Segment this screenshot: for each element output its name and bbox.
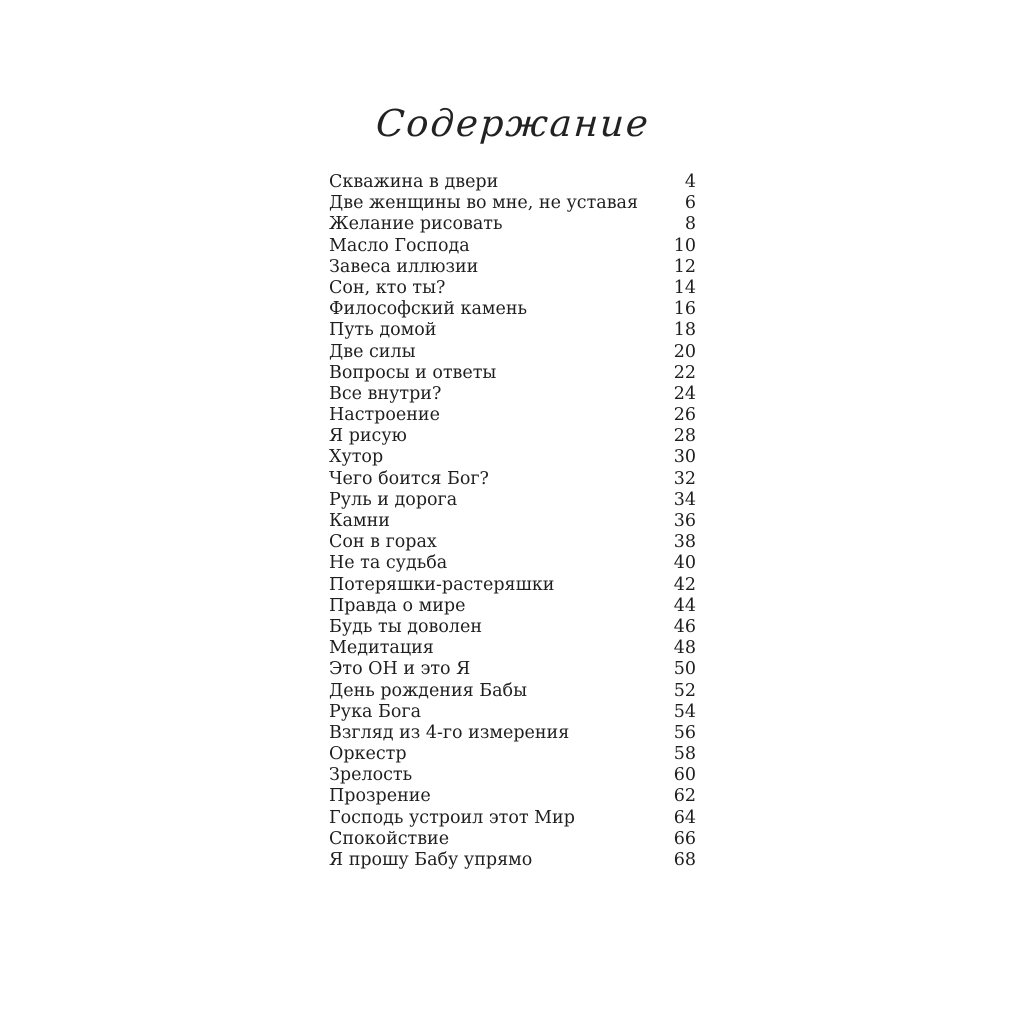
toc-entry-page: 32 [673, 468, 696, 489]
toc-row [329, 532, 696, 553]
toc-row [329, 320, 696, 341]
toc-entry-title: Путь домой [329, 320, 437, 341]
toc-entry-page: 52 [673, 680, 696, 701]
toc-entry-title: Все внутри? [329, 383, 442, 404]
toc-row [329, 638, 696, 659]
toc-entry-title: Будь ты доволен [329, 616, 483, 637]
toc-row [329, 490, 696, 511]
toc-entry-title: Настроение [329, 405, 440, 426]
toc-row [329, 214, 696, 235]
toc-entry-title: Я рисую [329, 426, 407, 447]
toc-row [329, 596, 696, 617]
toc-row [329, 363, 696, 384]
toc-row [329, 257, 696, 278]
toc-entry-page: 66 [673, 828, 696, 849]
toc-entry-page: 28 [673, 426, 696, 447]
toc-entry-title: Сон, кто ты? [329, 277, 446, 298]
toc-entry-title: Философский камень [329, 299, 528, 320]
toc-entry-title: Я прошу Бабу упрямо [329, 850, 533, 870]
toc-row [329, 617, 696, 638]
toc-entry-page: 12 [673, 256, 696, 277]
toc-entry-title: Масло Господа [329, 235, 470, 256]
toc-row [329, 384, 696, 405]
toc-entry-title: Две женщины во мне, не уставая [329, 193, 639, 214]
toc-row [329, 278, 696, 299]
toc-row [329, 236, 696, 257]
toc-row [329, 405, 696, 426]
toc-entry-page: 40 [673, 553, 696, 574]
toc-row [329, 193, 696, 214]
toc-entry-title: Взгляд из 4-го измерения [329, 722, 570, 743]
toc-entry-page: 26 [673, 405, 696, 426]
toc-entry-page: 60 [673, 765, 696, 786]
toc-entry-page: 64 [673, 807, 696, 828]
toc-entry-page: 10 [673, 235, 696, 256]
toc-row [329, 702, 696, 723]
toc-row [329, 447, 696, 468]
toc-entry-page: 4 [684, 172, 696, 192]
toc-entry-page: 22 [673, 362, 696, 383]
toc-entry-title: Господь устроил этот Мир [329, 807, 575, 828]
toc-row [329, 850, 696, 871]
toc-entry-title: Руль и дорога [329, 489, 458, 510]
toc-entry-page: 42 [673, 574, 696, 595]
toc-list [329, 172, 696, 871]
toc-entry-page: 56 [673, 722, 696, 743]
toc-entry-page: 44 [673, 595, 696, 616]
toc-entry-title: Завеса иллюзии [329, 256, 479, 277]
toc-row [329, 723, 696, 744]
toc-entry-title: Не та судьба [329, 553, 448, 574]
toc-entry-page: 36 [673, 511, 696, 531]
toc-entry-page: 6 [684, 193, 696, 214]
toc-row [329, 681, 696, 702]
toc-entry-title: Прозрение [329, 786, 431, 807]
page-title: Содержание [374, 102, 652, 145]
toc-entry-title: Спокойствие [329, 828, 450, 849]
toc-entry-title: Правда о мире [329, 595, 466, 616]
toc-entry-title: Потеряшки-растеряшки [329, 574, 555, 595]
toc-row [329, 829, 696, 850]
toc-row [329, 659, 696, 680]
toc-entry-page: 34 [673, 489, 696, 510]
toc-entry-page: 38 [673, 532, 696, 553]
toc-row [329, 511, 696, 532]
toc-row [329, 299, 696, 320]
toc-entry-page: 62 [673, 786, 696, 807]
toc-entry-page: 30 [673, 447, 696, 468]
toc-entry-page: 48 [673, 638, 696, 659]
toc-entry-title: Чего боится Бог? [329, 468, 489, 489]
toc-row [329, 808, 696, 829]
toc-row [329, 765, 696, 786]
toc-row [329, 575, 696, 596]
toc-entry-page: 54 [673, 701, 696, 722]
toc-entry-page: 24 [673, 383, 696, 404]
toc-entry-title: Оркестр [329, 744, 407, 765]
toc-entry-page: 16 [673, 299, 696, 320]
toc-row [329, 342, 696, 363]
toc-row [329, 553, 696, 574]
toc-entry-page: 8 [684, 214, 696, 235]
toc-entry-title: Хутор [329, 447, 384, 468]
toc-entry-title: Это ОН и это Я [329, 659, 471, 680]
toc-entry-title: Желание рисовать [329, 214, 503, 235]
toc-entry-page: 46 [673, 616, 696, 637]
toc-row [329, 786, 696, 807]
toc-entry-page: 68 [673, 850, 696, 870]
toc-entry-page: 20 [673, 341, 696, 362]
toc-entry-page: 14 [673, 277, 696, 298]
toc-entry-page: 50 [673, 659, 696, 680]
toc-entry-title: Вопросы и ответы [329, 362, 497, 383]
toc-entry-title: Две силы [329, 341, 416, 362]
toc-entry-title: Рука Бога [329, 701, 422, 722]
toc-row [329, 469, 696, 490]
toc-entry-title: Камни [329, 511, 390, 531]
toc-row [329, 172, 696, 193]
toc-entry-page: 18 [673, 320, 696, 341]
toc-entry-title: День рождения Бабы [329, 680, 527, 701]
toc-entry-page: 58 [673, 744, 696, 765]
toc-entry-title: Зрелость [329, 765, 413, 786]
toc-entry-title: Скважина в двери [329, 172, 499, 192]
toc-row [329, 744, 696, 765]
toc-entry-title: Сон в горах [329, 532, 437, 553]
toc-entry-title: Медитация [329, 638, 434, 659]
toc-row [329, 426, 696, 447]
